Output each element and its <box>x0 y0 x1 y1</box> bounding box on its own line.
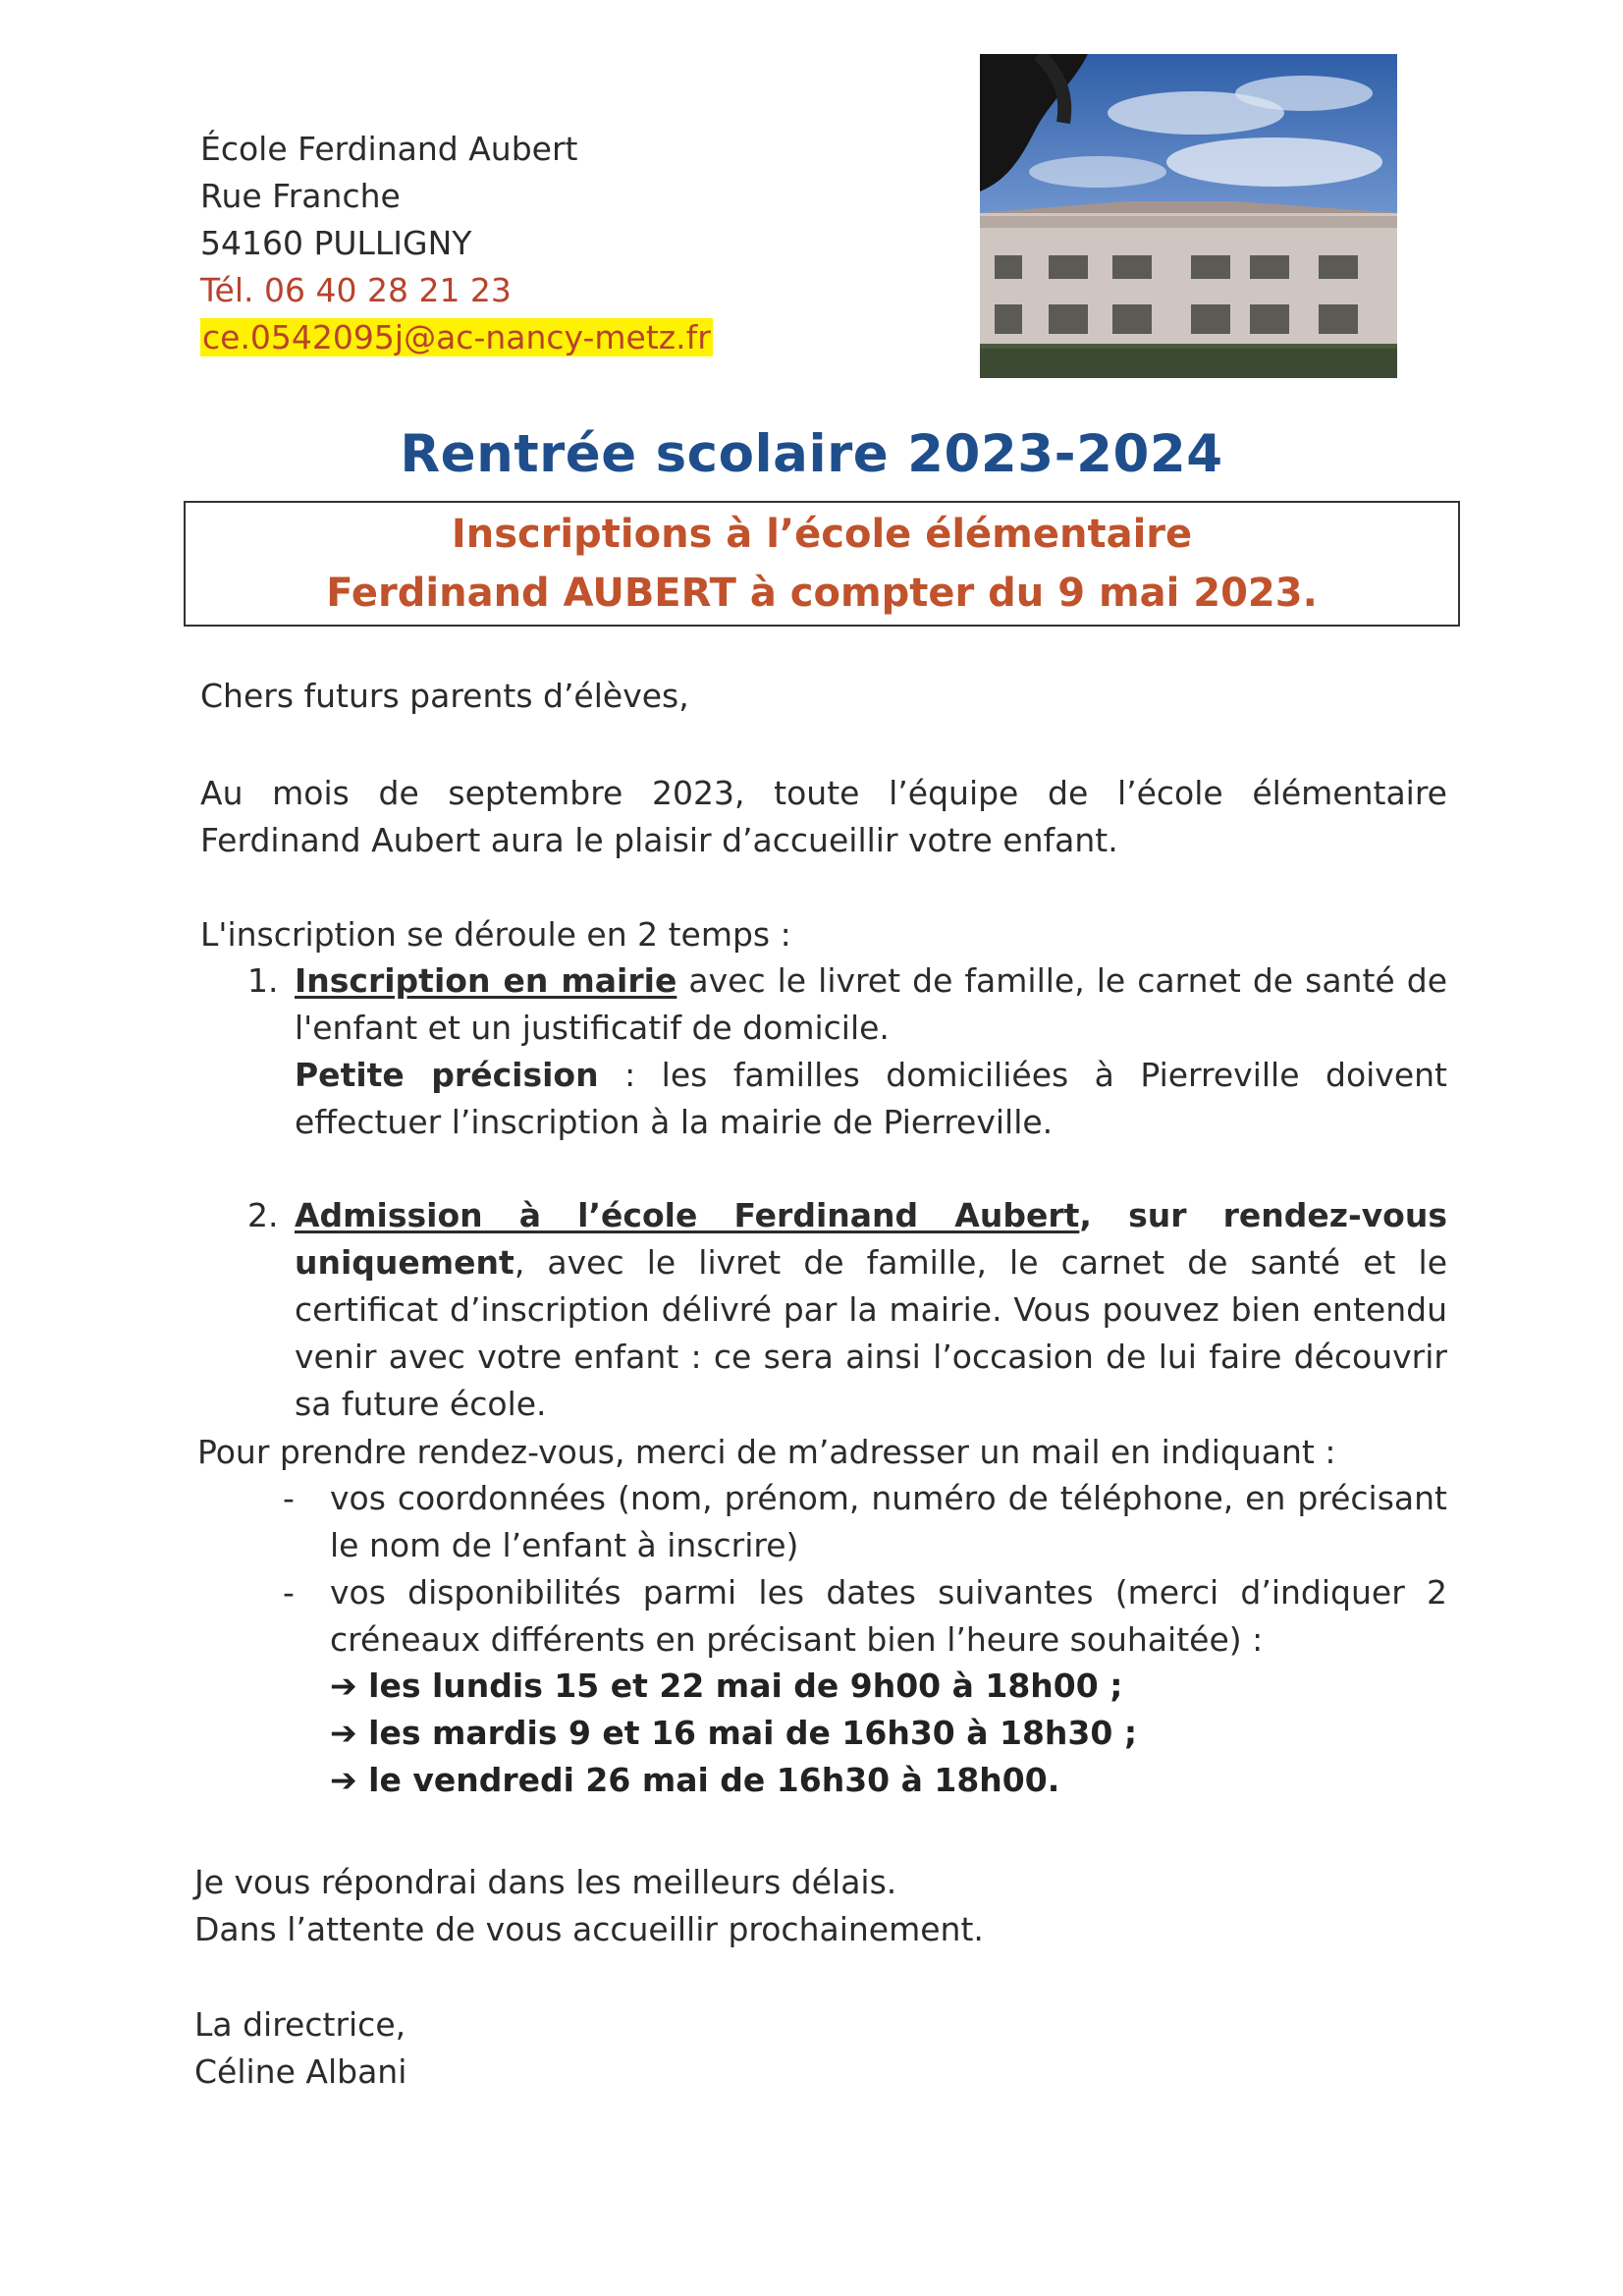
intro-paragraph: Au mois de septembre 2023, toute l’équipe de l’école élémentaire Ferdinand Aubert aura le plaisir d’accueillir votre enfant. <box>200 774 1447 859</box>
bullet-list <box>283 1475 1447 1664</box>
slot-text: les lundis 15 et 22 mai de 9h00 à 18h00 ; <box>368 1667 1123 1705</box>
bullet-text: vos disponibilités parmi les dates suivantes (merci d’indiquer 2 créneaux différents en précisant bien l’heure souhaitée) : <box>330 1573 1447 1659</box>
step-1-text <box>295 957 1447 1052</box>
step-2-sep: , <box>1079 1196 1129 1234</box>
step-2-number: 2. <box>247 1196 279 1234</box>
step-2-heading: Admission à l’école Ferdinand Aubert <box>295 1196 1080 1234</box>
slot-text: le vendredi 26 mai de 16h30 à 18h00. <box>368 1761 1060 1799</box>
slot-item <box>330 1663 1137 1710</box>
greeting: Chers futurs parents d’élèves, <box>200 677 689 715</box>
step-1 <box>247 957 1447 1146</box>
step-1-note-text: : les familles domiciliées à Pierreville doivent effectuer l’inscription à la mairie de Pierreville. <box>295 1056 1447 1141</box>
bullet-item <box>283 1569 1447 1664</box>
school-email: ce.0542095j@ac-nancy-metz.fr <box>202 318 711 356</box>
slot-item <box>330 1757 1137 1804</box>
appointment-intro: Pour prendre rendez-vous, merci de m’adresser un mail en indiquant : <box>197 1433 1336 1471</box>
step-1-heading: Inscription en mairie <box>295 961 677 1000</box>
slot-item <box>330 1710 1137 1757</box>
closing-line-2: Dans l’attente de vous accueillir prochainement. <box>194 1910 984 1948</box>
step-2-body: , avec le livret de famille, le carnet de santé et le certificat d’inscription délivré par la mairie. Vous pouvez bien entendu venir avec votre enfant : ce sera ainsi l’occasion de lui faire découvrir sa future école. <box>295 1243 1447 1423</box>
slot-list <box>330 1663 1137 1804</box>
step-2-bold: sur rendez-vous uniquement <box>295 1196 1447 1282</box>
school-name: École Ferdinand Aubert <box>200 130 578 168</box>
step-2-text <box>295 1192 1447 1428</box>
banner-line-1: Inscriptions à l’école élémentaire <box>451 512 1193 557</box>
step-1-body: avec le livret de famille, le carnet de santé de l'enfant et un justificatif de domicile. <box>295 961 1447 1047</box>
step-1-note-label: Petite précision <box>295 1056 599 1094</box>
slot-text: les mardis 9 et 16 mai de 16h30 à 18h30 ; <box>368 1714 1138 1752</box>
school-building-photo <box>980 54 1397 378</box>
school-street: Rue Franche <box>200 177 401 215</box>
signature-role: La directrice, <box>194 2005 406 2044</box>
registration-banner <box>184 501 1460 627</box>
step-1-number: 1. <box>247 961 279 1000</box>
arrow-right-icon: ➔ <box>330 1667 357 1705</box>
step-2 <box>247 1192 1447 1428</box>
bullet-item <box>283 1475 1447 1569</box>
steps-intro: L'inscription se déroule en 2 temps : <box>200 915 791 954</box>
arrow-right-icon: ➔ <box>330 1761 357 1799</box>
signature-name: Céline Albani <box>194 2052 407 2091</box>
school-city: 54160 PULLIGNY <box>200 224 472 262</box>
step-1-note <box>295 1052 1447 1146</box>
signature <box>194 2001 406 2096</box>
page-title: Rentrée scolaire 2023-2024 <box>400 424 1223 484</box>
school-phone: Tél. 06 40 28 21 23 <box>200 271 512 309</box>
banner-line-2: Ferdinand AUBERT à compter du 9 mai 2023. <box>326 571 1318 616</box>
bullet-text: vos coordonnées (nom, prénom, numéro de téléphone, en précisant le nom de l’enfant à inscrire) <box>330 1479 1447 1564</box>
bullet-dash: - <box>283 1573 295 1612</box>
closing-line-1: Je vous répondrai dans les meilleurs délais. <box>194 1863 897 1901</box>
arrow-right-icon: ➔ <box>330 1714 357 1752</box>
closing <box>194 1859 984 1953</box>
school-address <box>200 126 713 361</box>
bullet-dash: - <box>283 1479 295 1517</box>
